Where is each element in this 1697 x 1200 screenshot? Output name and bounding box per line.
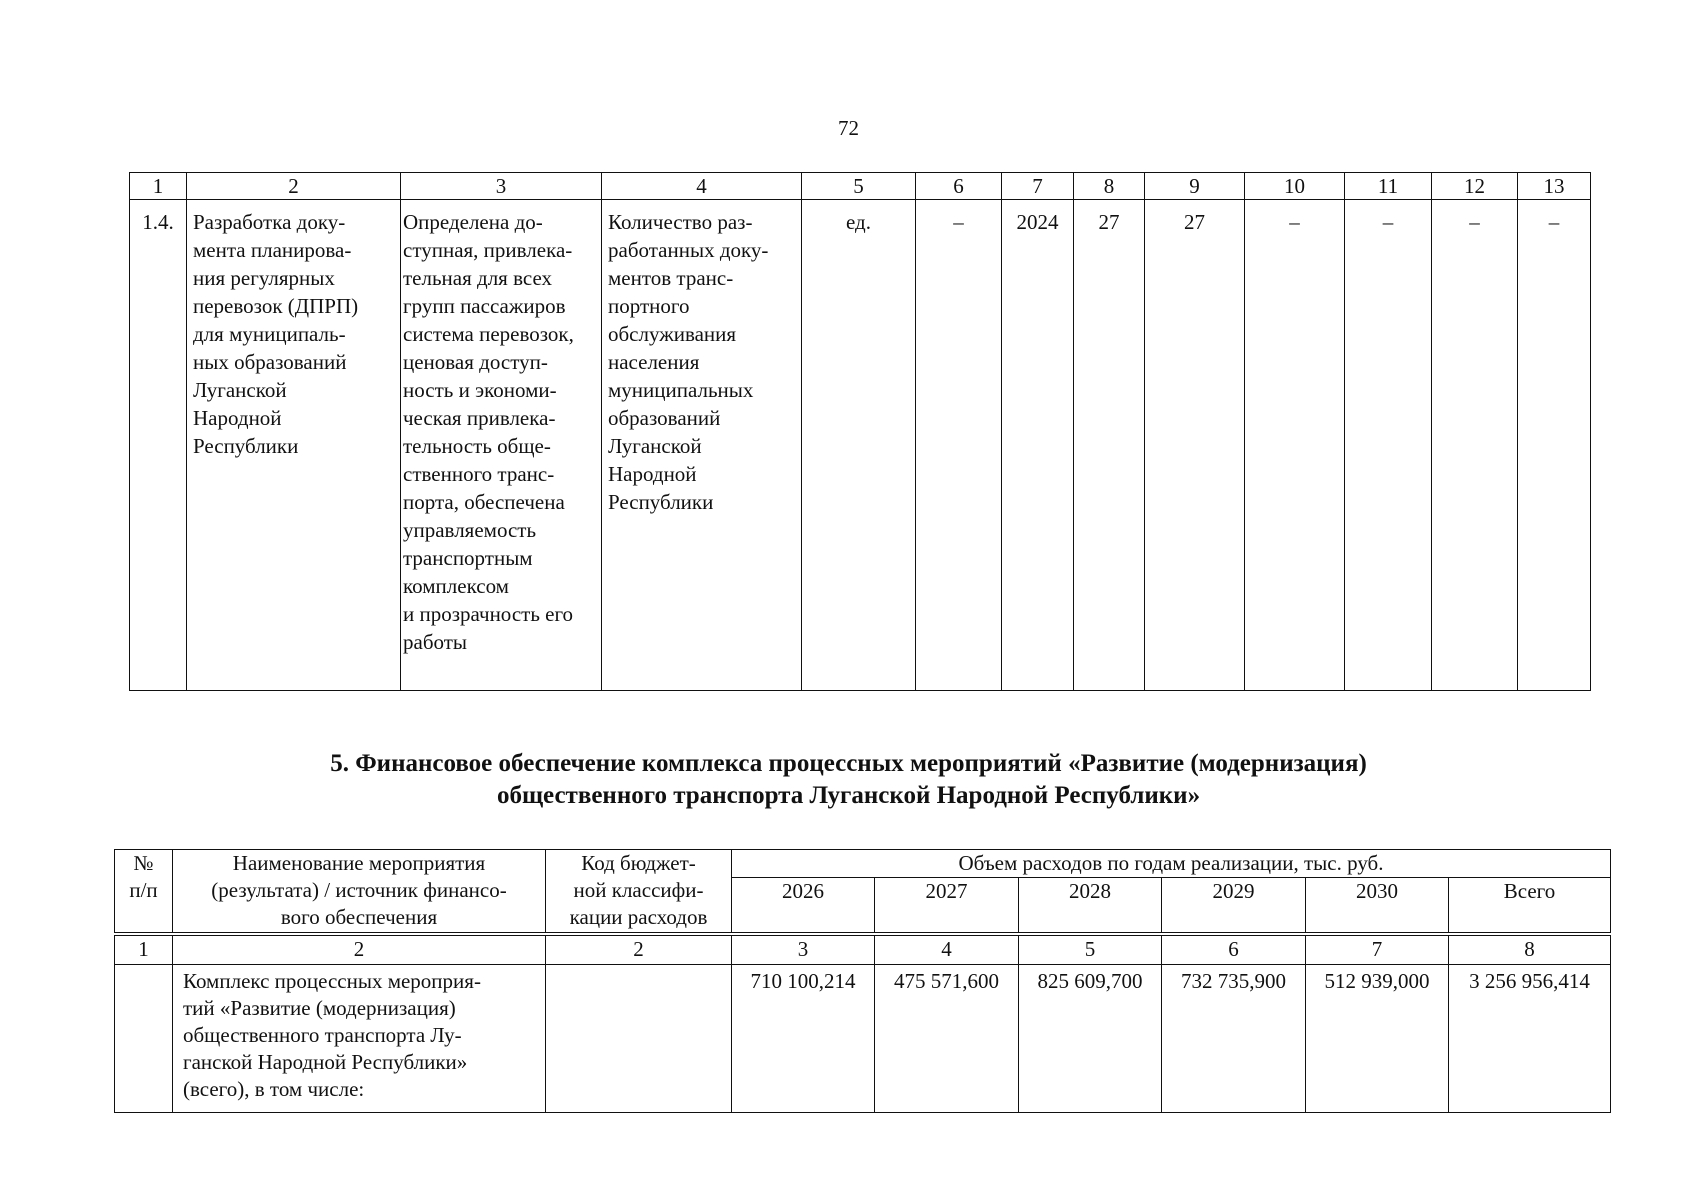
column-number: 10 [1245, 173, 1345, 200]
cell-value: – [1345, 200, 1432, 691]
column-number: 4 [875, 934, 1019, 965]
amount-2029: 732 735,900 [1162, 965, 1306, 1113]
header-year: 2029 [1162, 878, 1306, 935]
column-number-row [130, 173, 1591, 200]
page-number: 72 [838, 116, 859, 140]
section-title-line: общественного транспорта Луганской Народной Республики» [496, 782, 1201, 809]
indicators-table [129, 172, 1591, 691]
column-number: 8 [1449, 934, 1611, 965]
column-number: 13 [1518, 173, 1591, 200]
row-number [115, 965, 173, 1113]
column-number: 1 [115, 934, 173, 965]
column-number: 7 [1002, 173, 1074, 200]
cell-value: – [1432, 200, 1518, 691]
header-row [115, 850, 1611, 878]
unit: ед. [802, 200, 916, 691]
table-row [130, 200, 1591, 691]
measure-result: Определена до- ступная, привлека- тельная для всех групп пассажиров система перевозок, ценовая доступ- ность и экономи- ческая привлека- тельность обще- ственного транс- порта, обеспечена управляемость транспортным комплексом и прозрачность его работы [401, 200, 602, 691]
column-number: 2 [546, 934, 732, 965]
column-number: 7 [1306, 934, 1449, 965]
column-number: 8 [1074, 173, 1145, 200]
header-year: 2027 [875, 878, 1019, 935]
indicator-name: Количество раз- работанных доку- ментов транс- портного обслуживания населения муниципальных образований Луганской Народной Республики [602, 200, 802, 691]
cell-value: 27 [1145, 200, 1245, 691]
row-number: 1.4. [130, 200, 187, 691]
measure-name: Разработка доку- мента планирова- ния регулярных перевозок (ДПРП) для муниципаль- ных образований Луганской Народной Республики [187, 200, 401, 691]
header-num: № п/п [115, 850, 173, 935]
cell-value: – [916, 200, 1002, 691]
column-number: 6 [1162, 934, 1306, 965]
cell-value: – [1518, 200, 1591, 691]
header-year: 2028 [1019, 878, 1162, 935]
amount-2027: 475 571,600 [875, 965, 1019, 1113]
header-total: Всего [1449, 878, 1611, 935]
column-number: 4 [602, 173, 802, 200]
amount-2026: 710 100,214 [732, 965, 875, 1113]
column-number: 6 [916, 173, 1002, 200]
measure-name: Комплекс процессных мероприя- тий «Развитие (модернизация) общественного транспорта Лу- ганской Народной Республики» (всего), в том числе: [173, 965, 546, 1113]
amount-2030: 512 939,000 [1306, 965, 1449, 1113]
cell-value: – [1245, 200, 1345, 691]
section-title-line: 5. Финансовое обеспечение комплекса процессных мероприятий «Развитие (модернизация) [330, 750, 1367, 777]
finance-table [114, 849, 1611, 1113]
column-number: 3 [401, 173, 602, 200]
column-number: 9 [1145, 173, 1245, 200]
column-number: 2 [173, 934, 546, 965]
cell-value: 27 [1074, 200, 1145, 691]
amount-total: 3 256 956,414 [1449, 965, 1611, 1113]
header-year: 2026 [732, 878, 875, 935]
column-number-row [115, 934, 1611, 965]
column-number: 2 [187, 173, 401, 200]
cell-value: 2024 [1002, 200, 1074, 691]
column-number: 11 [1345, 173, 1432, 200]
column-number: 12 [1432, 173, 1518, 200]
budget-code [546, 965, 732, 1113]
header-volume: Объем расходов по годам реализации, тыс. руб. [732, 850, 1611, 878]
column-number: 3 [732, 934, 875, 965]
header-code: Код бюджет- ной классифи- кации расходов [546, 850, 732, 935]
header-name: Наименование мероприятия (результата) / источник финансо- вого обеспечения [173, 850, 546, 935]
column-number: 5 [802, 173, 916, 200]
column-number: 5 [1019, 934, 1162, 965]
table-row [115, 965, 1611, 1113]
header-year: 2030 [1306, 878, 1449, 935]
amount-2028: 825 609,700 [1019, 965, 1162, 1113]
section-title [0, 748, 1697, 812]
column-number: 1 [130, 173, 187, 200]
